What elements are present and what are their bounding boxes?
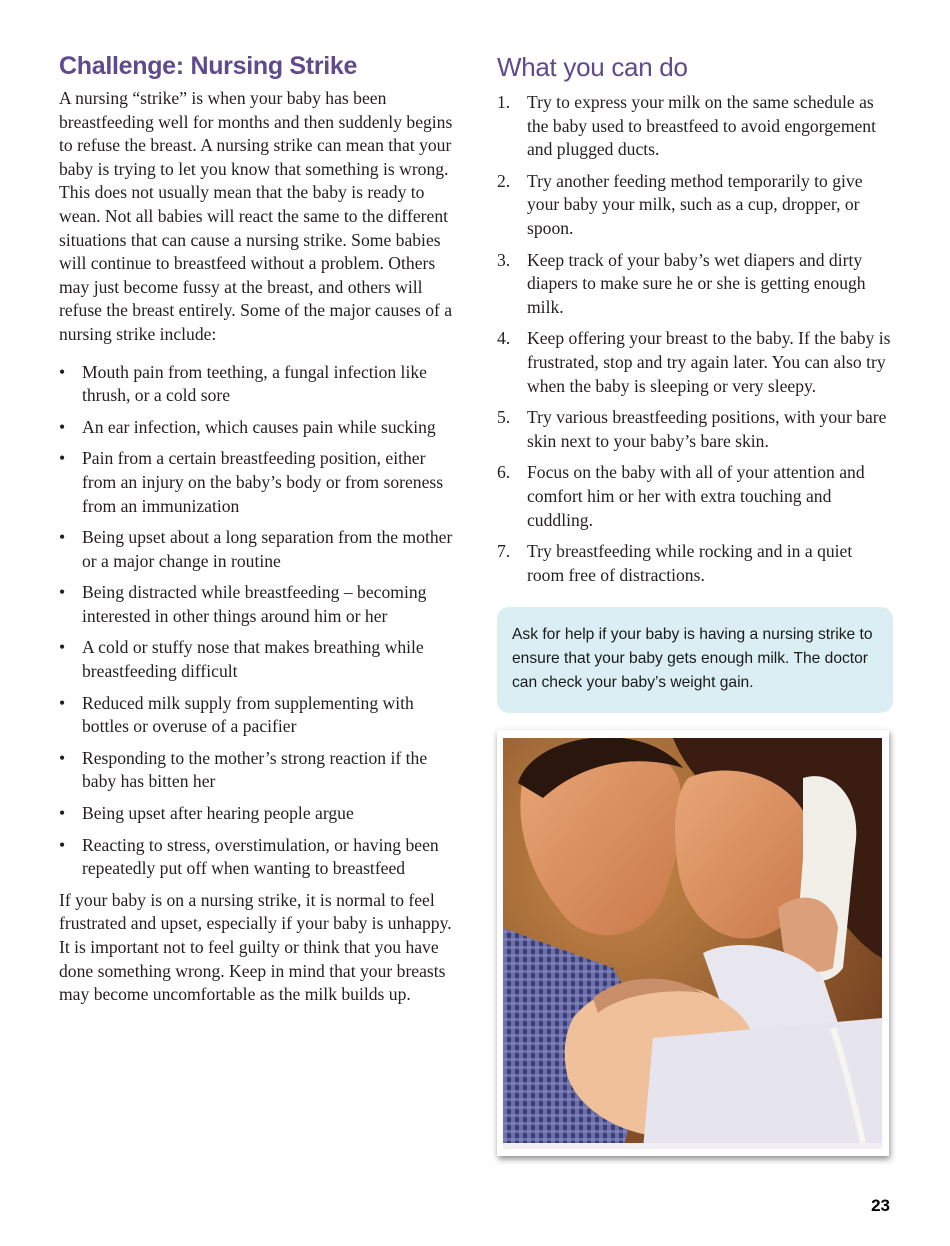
list-item: 5. Try various breastfeeding positions, with your bare skin next to your baby’s bare skin. [497, 407, 887, 451]
bullet-icon: • [59, 834, 66, 855]
step-number: 3. [497, 249, 511, 270]
steps-list [497, 91, 893, 587]
intro-paragraph: A nursing “strike” is when your baby has been breastfeeding well for months and then suddenly begins to refuse the breast. A nursing strike can mean that your baby is trying to let you know that something is wrong. This does not usually mean that the baby is ready to wean. Not all babies will react the same to the different situations that can cause a nursing strike. Some babies will continue to breastfeed without a problem. Others may just become fussy at the breast, and others will refuse the breast entirely. Some of the major causes of a nursing strike include: [59, 88, 453, 344]
bullet-icon: • [59, 803, 66, 824]
help-callout: Ask for help if your baby is having a nursing strike to ensure that your baby gets enough milk. The doctor can check your baby’s weight gain. [497, 607, 893, 713]
closing-paragraph: If your baby is on a nursing strike, it is normal to feel frustrated and upset, especially if your baby is unhappy. It is important not to feel guilty or think that you have done something wrong. Keep in mind that your breasts may become uncomfortable as the milk builds up. [59, 889, 452, 1005]
bullet-icon: • [59, 448, 66, 469]
what-you-can-do-heading: What you can do [497, 52, 688, 82]
list-item: 2. Try another feeding method temporarily to give your baby your milk, such as a cup, dropper, or spoon. [497, 170, 863, 238]
list-item: • Reacting to stress, overstimulation, or having been repeatedly put off when wanting to breastfeed [59, 834, 439, 879]
nursing-strike-heading: Challenge: Nursing Strike [59, 52, 358, 80]
list-item: • Being upset about a long separation from the mother or a major change in routine [59, 527, 453, 571]
bullet-icon: • [59, 637, 66, 658]
family-photo [497, 730, 889, 1156]
step-number: 4. [497, 328, 511, 349]
list-item: • An ear infection, which causes pain while sucking [59, 416, 459, 440]
left-column [59, 52, 459, 1007]
step-number: 1. [497, 92, 511, 112]
list-item: • Pain from a certain breastfeeding position, either from an injury on the baby’s body or from soreness from an immunization [59, 448, 444, 516]
step-number: 2. [497, 170, 511, 191]
list-item: • Being distracted while breastfeeding – becoming interested in other things around him or her [59, 582, 427, 626]
list-item: 3. Keep track of your baby’s wet diapers and dirty diapers to make sure he or she is getting enough milk. [497, 249, 866, 317]
list-item: • Reduced milk supply from supplementing with bottles or overuse of a pacifier [59, 692, 414, 737]
bullet-icon: • [59, 692, 66, 713]
list-item: • Mouth pain from teething, a fungal infection like thrush, or a cold sore [59, 361, 427, 406]
bullet-icon: • [59, 582, 66, 603]
bullet-icon: • [59, 527, 66, 548]
page-number: 23 [871, 1196, 890, 1215]
list-item: 6. Focus on the baby with all of your attention and comfort him or her with extra touching and cuddling. [497, 462, 865, 530]
list-item: 4. Keep offering your breast to the baby. If the baby is frustrated, stop and try again later. You can also try when the baby is sleeping or very sleepy. [497, 328, 891, 396]
list-item: 1. Try to express your milk on the same schedule as the baby used to breastfeed to avoid engorgement and plugged ducts. [497, 92, 876, 160]
bullet-icon: • [59, 416, 66, 437]
family-photo-illustration [503, 738, 882, 1149]
list-item: • Being upset after hearing people argue [59, 802, 459, 826]
bullet-icon: • [59, 361, 66, 382]
bullet-icon: • [59, 747, 66, 768]
list-item: • A cold or stuffy nose that makes breathing while breastfeeding difficult [59, 637, 424, 682]
step-number: 6. [497, 462, 511, 483]
list-item: • Responding to the mother’s strong reaction if the baby has bitten her [59, 747, 428, 792]
causes-list [59, 361, 459, 881]
list-item: 7. Try breastfeeding while rocking and in a quiet room free of distractions. [497, 541, 853, 585]
right-column [497, 52, 893, 713]
step-number: 7. [497, 541, 511, 562]
step-number: 5. [497, 407, 511, 428]
